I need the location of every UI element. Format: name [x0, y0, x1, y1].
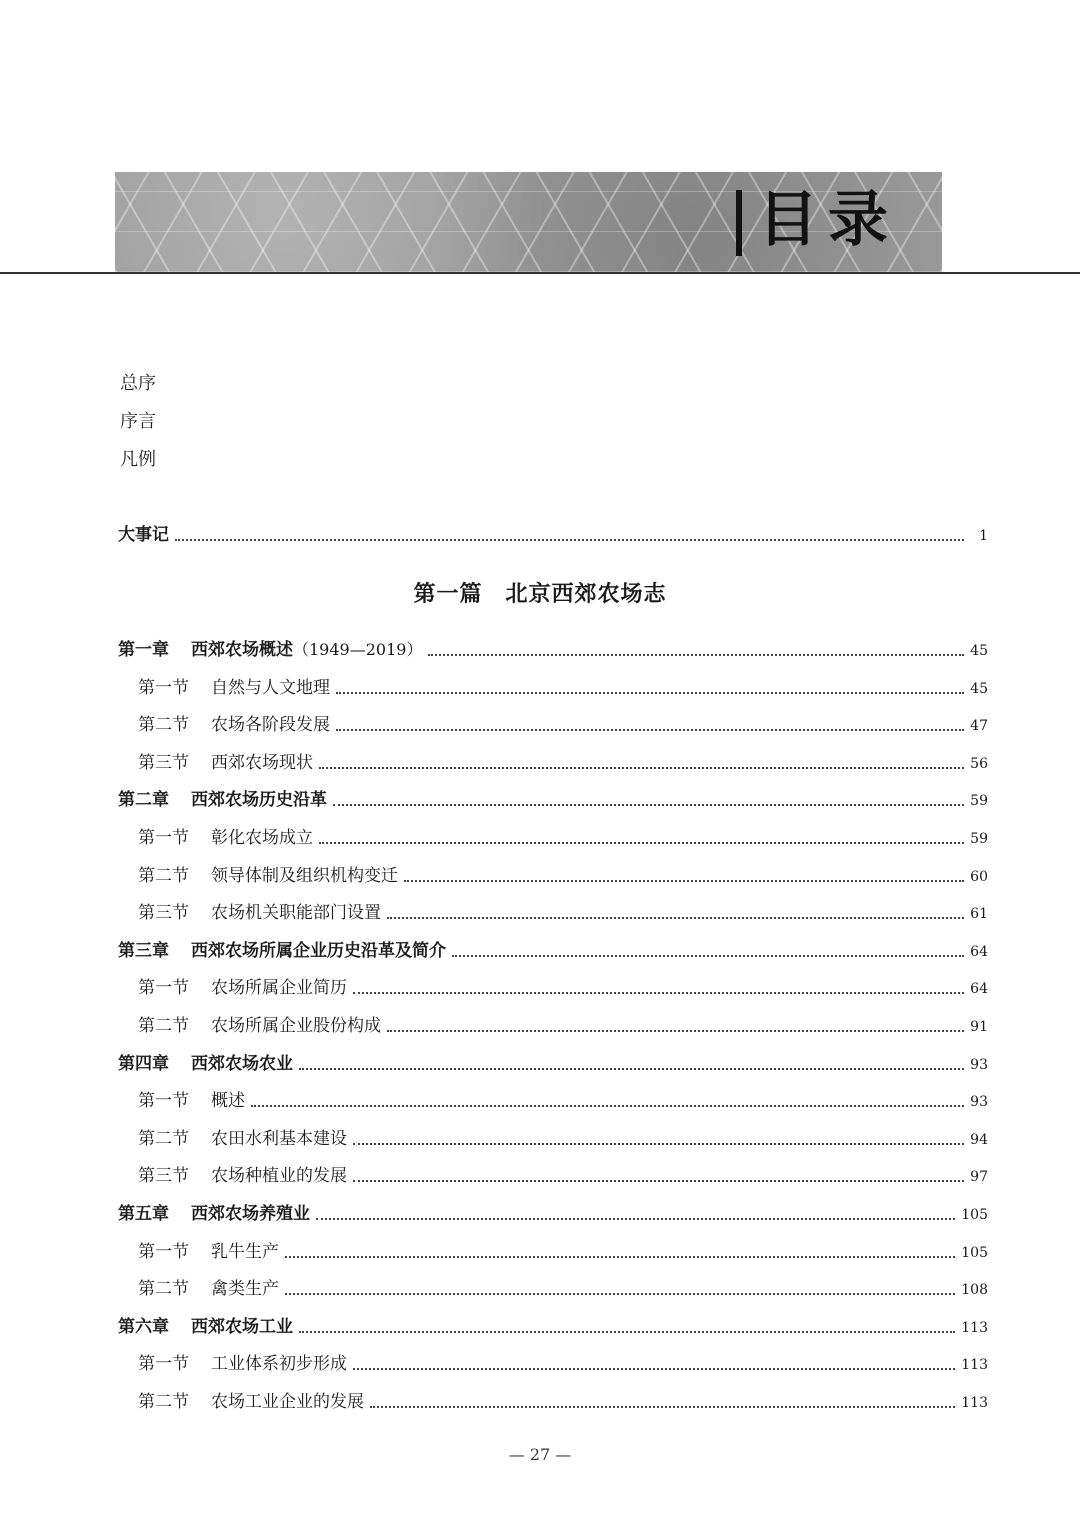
- toc-entry-date-range: （1949—2019）: [293, 640, 423, 659]
- toc-entry-section[interactable]: [138, 1163, 988, 1189]
- toc-page-number: 113: [961, 1357, 988, 1373]
- toc-leader-dots: [319, 841, 964, 844]
- toc-entry-number: 第二节: [138, 1016, 189, 1036]
- toc-page-number: 61: [970, 906, 988, 922]
- toc-page-number: 113: [961, 1395, 988, 1411]
- toc-leader-dots: [353, 1367, 955, 1370]
- toc-entry-section[interactable]: [138, 712, 988, 738]
- toc-leader-dots: [336, 728, 964, 731]
- toc-leader-dots: [452, 954, 964, 957]
- toc-entry-chapter[interactable]: [118, 637, 988, 663]
- toc-entry-title: 西郊农场所属企业历史沿革及简介: [191, 941, 446, 961]
- toc-leader-dots: [299, 1330, 955, 1333]
- toc-entry-number: 第三章: [118, 941, 169, 961]
- toc-page-number: 105: [961, 1207, 988, 1223]
- toc-entry-title: 农场工业企业的发展: [211, 1392, 364, 1412]
- toc-entry-section[interactable]: [138, 1088, 988, 1114]
- toc-entry-title: 概述: [211, 1091, 245, 1111]
- toc-leader-dots: [319, 766, 964, 769]
- toc-leader-dots: [428, 653, 964, 656]
- toc-page-number: 47: [970, 718, 988, 734]
- toc-leader-dots: [353, 1179, 964, 1182]
- toc-entry-number: 第二章: [118, 790, 169, 810]
- toc-entry-number: 第五章: [118, 1204, 169, 1224]
- toc-entry-title: 乳牛生产: [211, 1242, 279, 1262]
- toc-entry-title: 西郊农场工业: [191, 1317, 293, 1337]
- page-title: 目录: [758, 185, 898, 255]
- toc-entry-chapter[interactable]: [118, 787, 988, 813]
- toc-page-number: 56: [970, 756, 988, 772]
- toc-entry-section[interactable]: [138, 1351, 988, 1377]
- toc-entry-number: 第一节: [138, 828, 189, 848]
- toc-entry-title: 西郊农场现状: [211, 753, 313, 773]
- toc-entry-section[interactable]: [138, 1126, 988, 1152]
- toc-entry-number: 第三节: [138, 753, 189, 773]
- front-matter-item[interactable]: 总序: [120, 373, 156, 394]
- toc-leader-dots: [387, 1029, 964, 1032]
- toc-entry-title: 自然与人文地理: [211, 678, 330, 698]
- toc-entry-chapter[interactable]: [118, 1201, 988, 1227]
- toc-leader-dots: [387, 916, 964, 919]
- toc-entry-section[interactable]: [138, 1013, 988, 1039]
- toc-entry-section[interactable]: [138, 1276, 988, 1302]
- toc-entry-number: 第二节: [138, 866, 189, 886]
- toc-leader-dots: [370, 1405, 955, 1408]
- toc-leader-dots: [404, 879, 964, 882]
- toc-leader-dots: [353, 991, 964, 994]
- toc-leader-dots: [251, 1104, 964, 1107]
- toc-entry-number: 第四章: [118, 1054, 169, 1074]
- toc-entry-number: 第二节: [138, 1129, 189, 1149]
- toc-entry-title: 西郊农场农业: [191, 1054, 293, 1074]
- front-matter-item[interactable]: 序言: [120, 411, 156, 432]
- toc-entry-number: 第一节: [138, 678, 189, 698]
- toc-entry-number: 第一章: [118, 640, 169, 660]
- toc-entry-number: 第一节: [138, 1091, 189, 1111]
- toc-page-number: 105: [961, 1245, 988, 1261]
- toc-entry-section[interactable]: [138, 863, 988, 889]
- page-number: — 27 —: [508, 1445, 572, 1464]
- toc-entry-number: 第三节: [138, 903, 189, 923]
- toc-page-number: 97: [970, 1169, 988, 1185]
- toc-entry-number: 第一节: [138, 978, 189, 998]
- toc-entry-chapter[interactable]: [118, 1051, 988, 1077]
- toc-entry-title: 领导体制及组织机构变迁: [211, 866, 398, 886]
- toc-page-number: 59: [970, 793, 988, 809]
- toc-page-number: 60: [970, 869, 988, 885]
- toc-page-number: 94: [970, 1132, 988, 1148]
- front-matter-item[interactable]: 凡例: [120, 449, 156, 470]
- toc-entry-section[interactable]: [138, 1239, 988, 1265]
- toc-entry-section[interactable]: [138, 900, 988, 926]
- toc-entry-number: 第三节: [138, 1166, 189, 1186]
- toc-entry-number: 第一节: [138, 1354, 189, 1374]
- toc-entry-chapter[interactable]: [118, 938, 988, 964]
- toc-leader-dots: [333, 803, 964, 806]
- toc-entry-title: 工业体系初步形成: [211, 1354, 347, 1374]
- toc-entry-title: 农场所属企业简历: [211, 978, 347, 998]
- toc-entry-section[interactable]: [138, 1389, 988, 1415]
- toc-entry-chapter[interactable]: [118, 1314, 988, 1340]
- toc-entry-title: 西郊农场概述: [191, 640, 293, 660]
- toc-entry-title: 农场所属企业股份构成: [211, 1016, 381, 1036]
- toc-leader-dots: [285, 1255, 955, 1258]
- toc-page-number: 113: [961, 1320, 988, 1336]
- toc-page-number: 64: [970, 981, 988, 997]
- toc-leader-dots: [175, 538, 964, 541]
- toc-entry-chronicle[interactable]: [118, 522, 988, 548]
- toc-entry-title: 农场种植业的发展: [211, 1166, 347, 1186]
- toc-entry-section[interactable]: [138, 750, 988, 776]
- toc-entry-number: 第二节: [138, 1392, 189, 1412]
- toc-entry-title: 西郊农场历史沿革: [191, 790, 327, 810]
- toc-leader-dots: [285, 1292, 955, 1295]
- header-accent-bar: [736, 190, 742, 256]
- toc-leader-dots: [299, 1067, 964, 1070]
- toc-page-number: 59: [970, 831, 988, 847]
- toc-entry-title: 大事记: [118, 525, 169, 545]
- toc-page-number: 108: [961, 1282, 988, 1298]
- header-rule: [0, 272, 1080, 274]
- toc-page-number: 93: [970, 1057, 988, 1073]
- toc-entry-title: 彰化农场成立: [211, 828, 313, 848]
- toc-leader-dots: [336, 691, 964, 694]
- toc-page-number: 45: [970, 643, 988, 659]
- toc-entry-section[interactable]: [138, 975, 988, 1001]
- toc-entry-title: 禽类生产: [211, 1279, 279, 1299]
- toc-entry-title: 农田水利基本建设: [211, 1129, 347, 1149]
- toc-page-number: 1: [979, 528, 988, 544]
- toc-page-number: 93: [970, 1094, 988, 1110]
- part-title: 第一篇 北京西郊农场志: [413, 581, 667, 607]
- toc-page-number: 64: [970, 944, 988, 960]
- toc-entry-number: 第六章: [118, 1317, 169, 1337]
- toc-entry-number: 第一节: [138, 1242, 189, 1262]
- toc-entry-section[interactable]: [138, 675, 988, 701]
- toc-page-number: 91: [970, 1019, 988, 1035]
- toc-entry-section[interactable]: [138, 825, 988, 851]
- toc-leader-dots: [316, 1217, 955, 1220]
- toc-entry-number: 第二节: [138, 715, 189, 735]
- toc-leader-dots: [353, 1142, 964, 1145]
- toc-page-number: 45: [970, 681, 988, 697]
- toc-entry-number: 第二节: [138, 1279, 189, 1299]
- toc-entry-title: 农场各阶段发展: [211, 715, 330, 735]
- toc-entry-title: 农场机关职能部门设置: [211, 903, 381, 923]
- toc-entry-title: 西郊农场养殖业: [191, 1204, 310, 1224]
